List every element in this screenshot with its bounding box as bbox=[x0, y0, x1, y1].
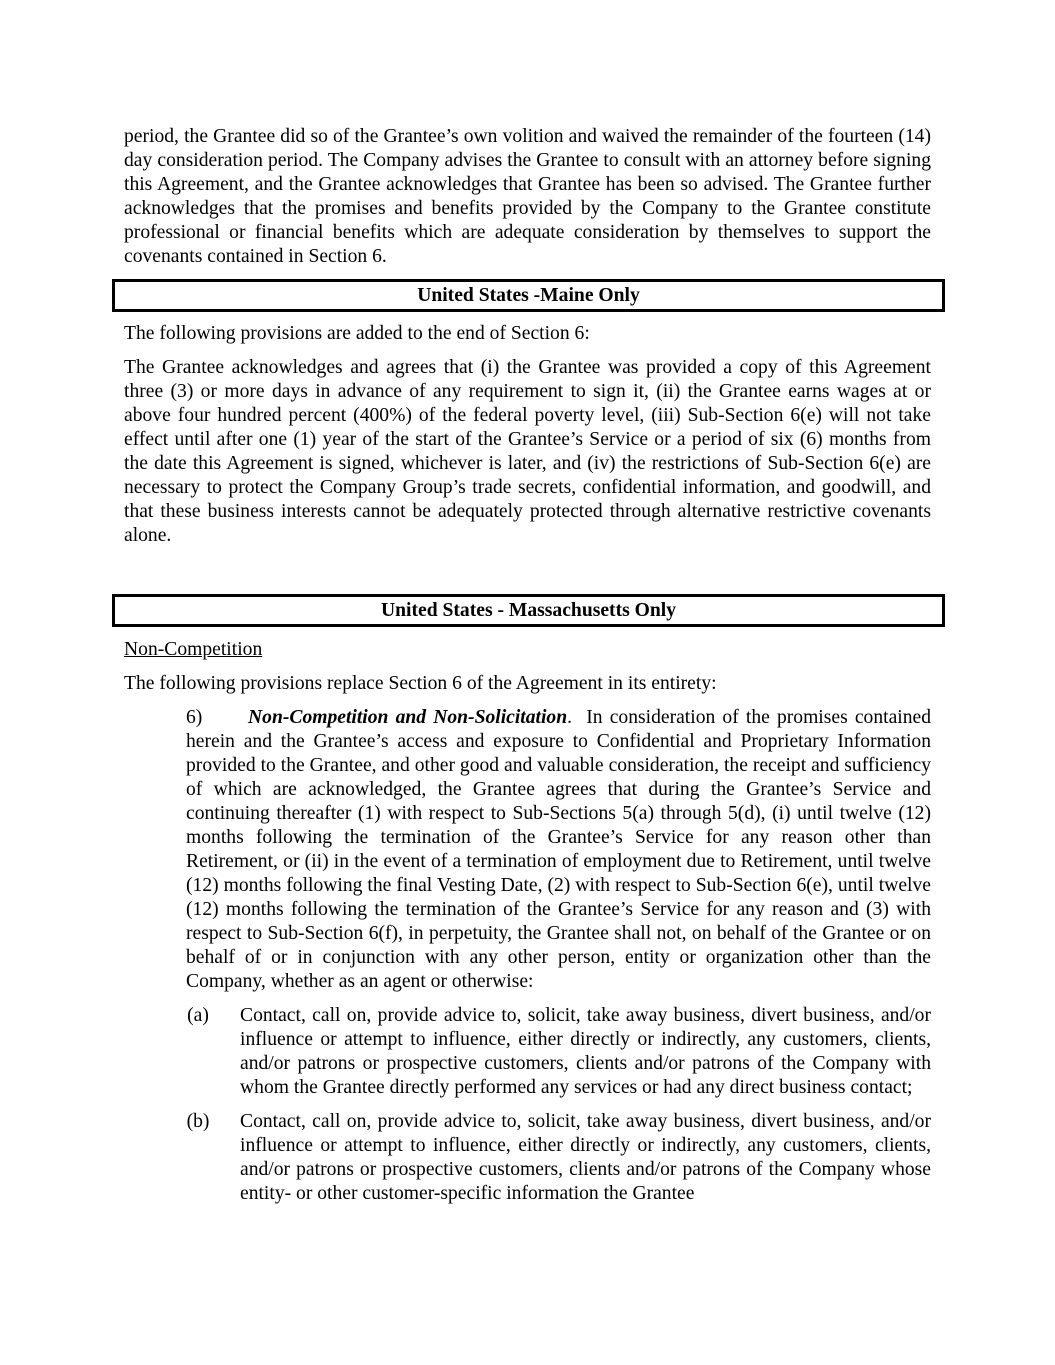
section-6-paragraph bbox=[186, 706, 931, 994]
section-title: Non-Competition and Non-Solicitation bbox=[248, 707, 568, 728]
list-item-b-text: Contact, call on, provide advice to, solicit, take away business, divert business, and/or influence or attempt to influence, either directly or indirectly, any customers, clients, and/or patrons or prospective customers, clients and/or patrons of the Company whose entity- or other customer-specific information the Grantee bbox=[240, 1111, 931, 1204]
maine-body-paragraph: The Grantee acknowledges and agrees that (i) the Grantee was provided a copy of this Agreement three (3) or more days in advance of any requirement to sign it, (ii) the Grantee earns wages at or above four hundred percent (400%) of the federal poverty level, (iii) Sub-Section 6(e) will not take effect until after one (1) year of the start of the Grantee’s Service or a period of six (6) months from the date this Agreement is signed, whichever is later, and (iv) the restrictions of Sub-Section 6(e) are necessary to protect the Company Group’s trade secrets, confidential information, and goodwill, and that these business interests cannot be adequately protected through alternative restrictive covenants alone. bbox=[124, 357, 931, 546]
section-title-period: . bbox=[567, 707, 573, 728]
list-marker-a: (a) bbox=[187, 1005, 209, 1026]
list-marker-b: (b) bbox=[186, 1111, 210, 1132]
list-item bbox=[186, 1110, 931, 1206]
list-item bbox=[187, 1004, 931, 1100]
maine-intro: The following provisions are added to the end of Section 6: bbox=[124, 323, 590, 344]
section-text: In consideration of the promises contained herein and the Grantee’s access and exposure to Confidential and Proprietary Information provided to the Grantee, and other good and valuable consideration, the receipt and sufficiency of which are acknowledged, the Grantee agrees that during the Grantee’s Service and continuing thereafter (1) with respect to Sub-Sections 5(a) through 5(d), (i) until twelve (12) months following the termination of the Grantee’s Service for any reason other than Retirement, or (ii) in the event of a termination of employment due to Retirement, until twelve (12) months following the final Vesting Date, (2) with respect to Sub-Section 6(e), until twelve (12) months following the termination of the Grantee’s Service for any reason and (3) with respect to Sub-Section 6(f), in perpetuity, the Grantee shall not, on behalf of the Grantee or on behalf of or in conjunction with any other person, entity or organization other than the Company, whether as an agent or otherwise: bbox=[186, 707, 931, 992]
non-competition-subheading: Non-Competition bbox=[124, 639, 263, 660]
top-paragraph: period, the Grantee did so of the Grantee’s own volition and waived the remainder of the fourteen (14) day consideration period. The Company advises the Grantee to consult with an attorney before signing this Agreement, and the Grantee acknowledges that Grantee has been so advised. The Grantee further acknowledges that the promises and benefits provided by the Company to the Grantee constitute professional or financial benefits which are adequate consideration by themselves to support the covenants contained in Section 6. bbox=[124, 126, 931, 267]
maine-section-heading: United States -Maine Only bbox=[112, 279, 945, 312]
list-item-a-text: Contact, call on, provide advice to, solicit, take away business, divert business, and/or influence or attempt to influence, either directly or indirectly, any customers, clients, and/or patrons or prospective customers, clients and/or patrons of the Company with whom the Grantee directly performed any services or had any direct business contact; bbox=[240, 1005, 931, 1098]
massachusetts-intro: The following provisions replace Section 6 of the Agreement in its entirety: bbox=[124, 673, 717, 694]
massachusetts-section-heading: United States - Massachusetts Only bbox=[112, 594, 945, 627]
section-number: 6) bbox=[186, 707, 203, 728]
document-page bbox=[124, 125, 931, 1216]
